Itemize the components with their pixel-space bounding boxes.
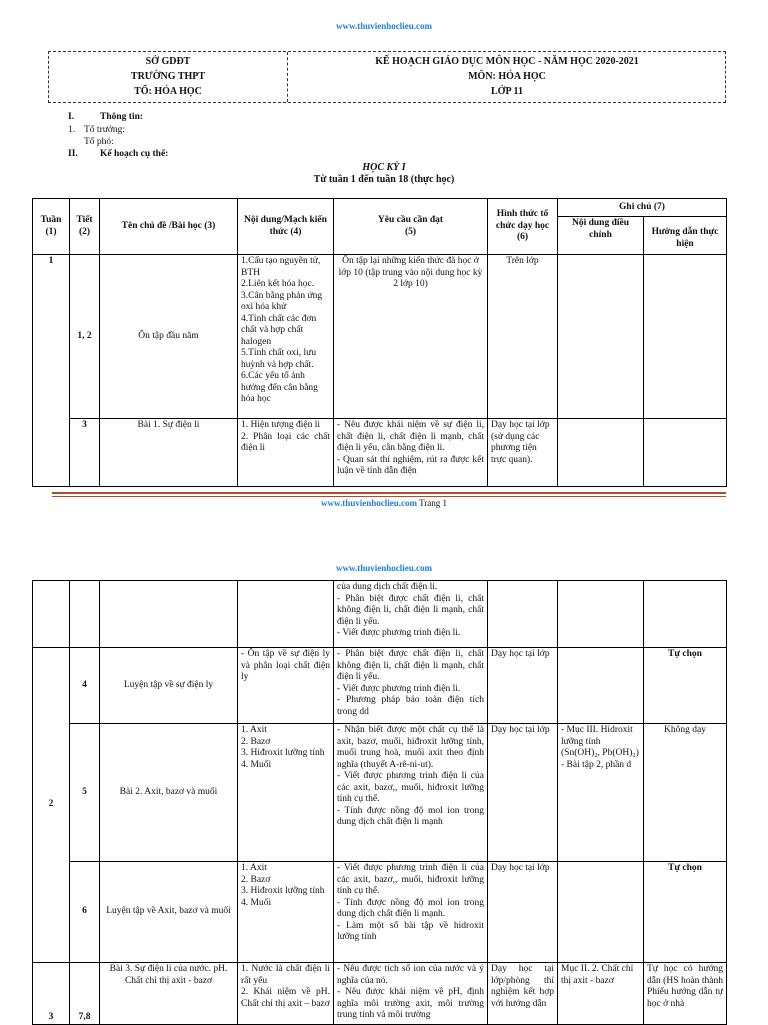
semester-title: HỌC KỲ I	[362, 162, 406, 173]
page-number: Trang 1	[419, 498, 448, 508]
content-cell: - Ôn tập về sự điện ly và phân loại chất điện ly	[238, 648, 334, 724]
teaching-form-cell: Dạy học tại lớp	[488, 862, 558, 963]
topic-cell: Bài 3. Sự điện li của nước. pH. Chất chỉ thị axit - bazơ	[100, 963, 238, 1025]
section-2-title: Kế hoạch cụ thể:	[100, 149, 169, 159]
topic-cell: Luyện tập về Axit, bazơ và muối	[100, 862, 238, 963]
week-cell: 3	[33, 963, 70, 1025]
table-row	[33, 581, 727, 648]
topic-cell	[100, 581, 238, 648]
footer-rule	[52, 492, 726, 494]
col-header-notes: Ghi chú (7)	[558, 199, 727, 217]
site-url-top[interactable]: www.thuvienhoclieu.com	[335, 21, 432, 31]
table-row	[33, 724, 727, 862]
team-leader-label: Tổ trưởng:	[84, 125, 126, 135]
site-url-top-page-2[interactable]: www.thuvienhoclieu.com	[335, 563, 432, 573]
header-plan-block	[287, 54, 727, 99]
col-header-requirements-number: (5)	[404, 226, 417, 237]
requirements-cell: - Nhận biết được một chất cụ thể là axit, bazơ, muối, hiđroxit lưỡng tính, muối trung hoà, muối axit theo định nghĩa (thuyết A-rê-ni-ut). - Viết được phương trình điện li của các axit, bazơ,, muối, hiđroxit lưỡng tính cụ thể. - Tính được nồng độ mol ion trong dung dịch chất điện li mạnh	[334, 724, 488, 862]
plan-table-page-1	[32, 198, 727, 487]
content-cell: 1. Axit 2. Bazơ 3. Hiđroxit lưỡng tính 4. Muối	[238, 862, 334, 963]
header-school-block	[49, 54, 287, 99]
document-header	[48, 51, 726, 103]
guidance-cell	[644, 419, 727, 487]
period-cell: 1, 2	[70, 255, 100, 419]
content-cell: 1. Axit 2. Bazơ 3. Hiđroxit lưỡng tính 4. Muối	[238, 724, 334, 862]
section-1-number: I.	[68, 112, 75, 122]
adjusted-content-cell	[558, 648, 644, 724]
guidance-cell: Tự chọn	[644, 862, 727, 963]
item-1-number: 1.	[68, 125, 76, 135]
content-cell: 1. Nước là chất điện li rất yếu 2. Khái niệm về pH. Chất chỉ thị axit – bazơ	[238, 963, 334, 1025]
col-header-teaching-form: Hình thức tổ chức dạy học (6)	[488, 199, 558, 255]
adjusted-content-cell	[558, 862, 644, 963]
section-1-title: Thông tin:	[100, 112, 144, 122]
plan-table-page-2	[32, 580, 727, 1025]
period-cell: 7,8	[70, 963, 100, 1025]
topic-cell: Luyện tập về sự điện ly	[100, 648, 238, 724]
header-subject: MÔN: HÓA HỌC	[468, 71, 546, 82]
period-cell: 5	[70, 724, 100, 862]
content-cell	[238, 581, 334, 648]
table-row	[33, 255, 727, 419]
adjusted-content-cell: Mục II. 2. Chất chỉ thị axit - bazơ	[558, 963, 644, 1025]
header-group: TỔ: HÓA HỌC	[134, 86, 202, 97]
period-cell: 3	[70, 419, 100, 487]
col-header-adjusted-content: Nội dung điều chỉnh	[558, 217, 644, 255]
deputy-leader-label: Tổ phó:	[84, 137, 114, 147]
period-cell	[70, 581, 100, 648]
table-row	[33, 648, 727, 724]
col-header-guidance: Hướng dẫn thực hiện	[644, 217, 727, 255]
period-cell: 4	[70, 648, 100, 724]
content-cell: 1. Hiện tượng điện li 2. Phân loại các chất điện li	[238, 419, 334, 487]
adjusted-content-cell	[558, 581, 644, 648]
teaching-form-cell: Trên lớp	[488, 255, 558, 419]
guidance-cell: Tự học có hướng dẫn (HS hoàn thành Phiếu hướng dẫn tự học ở nhà	[644, 963, 727, 1025]
col-header-week: Tuần (1)	[33, 199, 70, 255]
header-plan-title: KẾ HOẠCH GIÁO DỤC MÔN HỌC - NĂM HỌC 2020-2021	[375, 56, 639, 67]
table-row	[33, 963, 727, 1025]
teaching-form-cell	[488, 581, 558, 648]
requirements-cell: - Nêu được khái niệm về sự điện li, chất điện li, chất điện li mạnh, chất điện li yếu, cân bằng điện li. - Quan sát thí nghiệm, rút ra được kết luận về tính dẫn điện	[334, 419, 488, 487]
semester-subtitle: Từ tuần 1 đến tuần 18 (thực học)	[313, 174, 455, 185]
week-cell: 1	[33, 255, 70, 487]
teaching-form-cell: Dạy học tại lớp/phòng thí nghiệm kết hợp với hướng dẫn	[488, 963, 558, 1025]
col-header-requirements-label: Yêu cầu cần đạt	[377, 215, 444, 225]
header-school: TRƯỜNG THPT	[130, 71, 206, 82]
adjusted-content-cell: - Mục III. Hidroxit lưỡng tính (Sn(OH)₂, Pb(OH)₂) - Bài tập 2, phần d	[558, 724, 644, 862]
guidance-cell	[644, 255, 727, 419]
period-cell: 6	[70, 862, 100, 963]
requirements-cell: - Nêu được tích số ion của nước và ý nghĩa của nó. - Nêu được khái niệm về pH, định nghĩa môi trường axit, môi trường trung tính và môi trường	[334, 963, 488, 1025]
requirements-cell: - Phân biệt được chất điện li, chất không điện li, chất điện li mạnh, chất điện li yếu. - Viết được phương trình điện li. - Phương pháp bảo toàn điện tích trong dd	[334, 648, 488, 724]
teaching-form-cell: Dạy học tại lớp (sử dụng các phương tiện trực quan).	[488, 419, 558, 487]
requirements-cell: của dung dịch chất điện li. - Phân biệt được chất điện li, chất không điện li, chất điện li mạnh, chất điện li yếu. - Viết được phương trình điện li.	[334, 581, 488, 648]
topic-cell: Bài 2. Axit, bazơ và muối	[100, 724, 238, 862]
guidance-cell: Không dạy	[644, 724, 727, 862]
week-cell	[33, 581, 70, 648]
adjusted-content-cell	[558, 255, 644, 419]
content-cell: 1.Cấu tạo nguyên tử, BTH 2.Liên kết hóa học. 3.Cân bằng phản ứng oxi hóa khử 4.Tính chất các đơn chất và hợp chất halogen 5.Tính chất oxi, lưu huỳnh và hợp chất. 6.Các yếu tố ảnh hưởng đến cân bằng hóa học	[238, 255, 334, 419]
requirements-cell: Ôn tập lại những kiến thức đã học ở lớp 10 (tập trung vào nội dung học kỳ 2 lớp 10)	[334, 255, 488, 419]
guidance-cell	[644, 581, 727, 648]
section-2-number: II.	[68, 149, 78, 159]
site-url-footer[interactable]: www.thuvienhoclieu.com	[320, 498, 417, 508]
col-header-requirements	[334, 199, 488, 255]
requirements-cell: - Viết được phương trình điện li của các axit, bazơ,, muối, hiđroxit lưỡng tính cụ thể. - Tính được nồng độ mol ion trong dung dịch chất điện li mạnh. - Làm một số bài tập về hidroxit lưỡng tính	[334, 862, 488, 963]
footer-rule-thin	[52, 496, 726, 497]
table-row	[33, 862, 727, 963]
col-header-content: Nội dung/Mạch kiến thức (4)	[238, 199, 334, 255]
col-header-topic: Tên chủ đề /Bài học (3)	[100, 199, 238, 255]
header-grade: LỚP 11	[491, 86, 523, 97]
teaching-form-cell: Dạy học tại lớp	[488, 724, 558, 862]
col-header-period: Tiết (2)	[70, 199, 100, 255]
adjusted-content-cell	[558, 419, 644, 487]
teaching-form-cell: Dạy học tại lớp	[488, 648, 558, 724]
week-cell: 2	[33, 648, 70, 963]
header-department: SỞ GDĐT	[145, 56, 191, 67]
table-row	[33, 419, 727, 487]
guidance-cell: Tự chọn	[644, 648, 727, 724]
topic-cell: Bài 1. Sự điện li	[100, 419, 238, 487]
page-footer	[0, 498, 768, 508]
topic-cell: Ôn tập đầu năm	[100, 255, 238, 419]
